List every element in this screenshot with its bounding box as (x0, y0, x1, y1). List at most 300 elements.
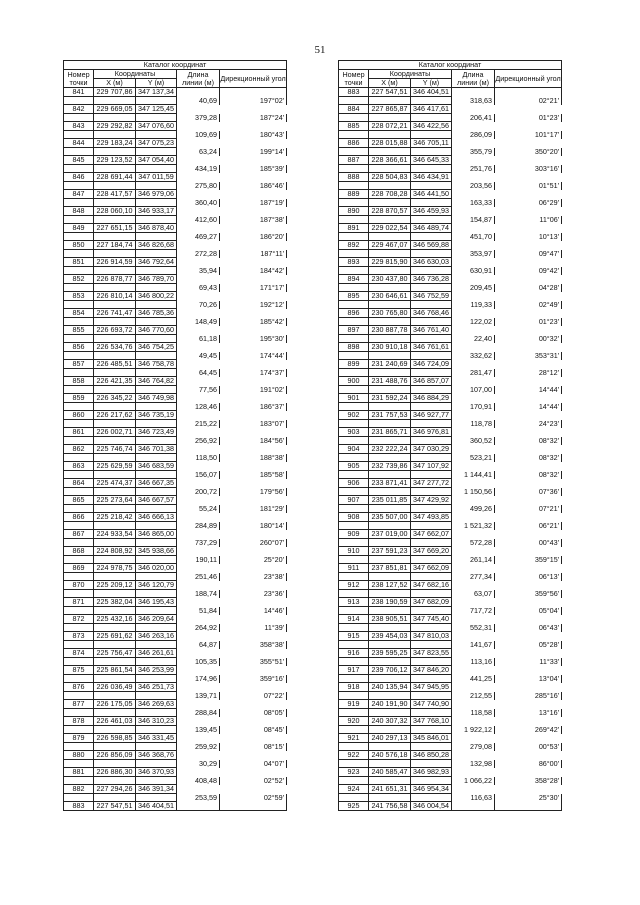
catalog-title: Каталог координат (64, 61, 287, 70)
coord-y: 346 310,23 (136, 717, 177, 726)
line-length: 499,26 (452, 505, 495, 513)
line-length: 434,19 (177, 165, 220, 173)
direction-angle: 180°43' (220, 131, 287, 139)
line-length-blank (452, 88, 495, 97)
row-gap-y (411, 556, 452, 564)
line-length: 141,67 (452, 641, 495, 649)
coord-x: 240 307,32 (369, 717, 411, 726)
segment-row (339, 539, 562, 547)
segment-row (339, 233, 562, 241)
coord-x: 229 815,90 (369, 258, 411, 267)
direction-angle: 25°30' (495, 794, 562, 802)
row-gap-y (411, 250, 452, 258)
point-number: 875 (64, 666, 94, 675)
coord-y: 346 269,63 (136, 700, 177, 709)
header-x: X (м) (369, 79, 411, 88)
segment-row (64, 675, 287, 683)
direction-angle: 07°21' (495, 505, 562, 513)
row-gap-y (411, 233, 452, 241)
point-number: 863 (64, 462, 94, 471)
point-number: 918 (339, 683, 369, 692)
row-gap-number (339, 743, 369, 751)
segment-row (64, 743, 287, 751)
row-gap-x (94, 675, 136, 683)
row-gap-y (411, 318, 452, 326)
row-gap-x (369, 114, 411, 122)
row-gap-number (64, 488, 94, 496)
segment-row (64, 624, 287, 632)
table-row (64, 241, 287, 250)
table-row (64, 649, 287, 658)
row-gap-x (369, 505, 411, 513)
row-gap-x (369, 454, 411, 462)
coord-y: 346 723,49 (136, 428, 177, 437)
point-number: 880 (64, 751, 94, 760)
row-gap-x (369, 97, 411, 105)
direction-angle: 101°17' (495, 131, 562, 139)
coord-x: 238 905,51 (369, 615, 411, 624)
segment-row (64, 573, 287, 581)
segment-row (339, 743, 562, 751)
table-row (339, 666, 562, 675)
point-number: 844 (64, 139, 94, 148)
row-gap-number (339, 165, 369, 173)
table-row (339, 190, 562, 199)
table-row (339, 479, 562, 488)
segment-row (339, 709, 562, 717)
coord-y: 347 076,60 (136, 122, 177, 131)
table-row (64, 751, 287, 760)
line-length: 49,45 (177, 352, 220, 360)
line-length: 163,33 (452, 199, 495, 207)
row-gap-x (369, 658, 411, 666)
row-gap-number (339, 641, 369, 649)
coord-y: 347 740,90 (411, 700, 452, 709)
line-length: 116,63 (452, 794, 495, 802)
angle-blank (220, 88, 287, 97)
coord-y: 347 846,20 (411, 666, 452, 675)
coord-x: 230 765,80 (369, 309, 411, 318)
coord-y: 346 404,51 (411, 88, 452, 97)
coord-x: 230 437,80 (369, 275, 411, 284)
coord-x: 229 183,24 (94, 139, 136, 148)
row-gap-x (369, 250, 411, 258)
direction-angle: 08°05' (220, 709, 287, 717)
coord-x: 224 808,92 (94, 547, 136, 556)
coord-x: 225 861,54 (94, 666, 136, 675)
direction-angle: 188°38' (220, 454, 287, 462)
line-length: 200,72 (177, 488, 220, 496)
line-length: 1 521,32 (452, 522, 495, 530)
direction-angle: 184°42' (220, 267, 287, 275)
point-number: 908 (339, 513, 369, 522)
coord-y: 347 662,07 (411, 530, 452, 539)
row-gap-y (136, 726, 177, 734)
coord-y: 347 429,92 (411, 496, 452, 505)
coord-x: 226 002,71 (94, 428, 136, 437)
direction-angle: 00°53' (495, 743, 562, 751)
segment-row (339, 97, 562, 105)
point-number: 843 (64, 122, 94, 131)
coord-y: 347 682,09 (411, 598, 452, 607)
row-gap-number (339, 216, 369, 224)
line-length: 379,28 (177, 114, 220, 122)
coord-x: 229 669,05 (94, 105, 136, 114)
row-gap-x (369, 471, 411, 479)
line-length: 190,11 (177, 556, 220, 564)
point-number: 874 (64, 649, 94, 658)
line-length: 277,34 (452, 573, 495, 581)
point-number: 897 (339, 326, 369, 335)
coord-y: 346 683,59 (136, 462, 177, 471)
row-gap-number (339, 471, 369, 479)
table-row (339, 292, 562, 301)
coord-x: 231 592,24 (369, 394, 411, 403)
table-row (339, 88, 562, 97)
coord-x: 238 127,52 (369, 581, 411, 590)
table-row (64, 258, 287, 267)
table-row (64, 802, 287, 811)
coord-x: 230 646,61 (369, 292, 411, 301)
row-gap-y (136, 233, 177, 241)
point-number: 881 (64, 768, 94, 777)
coord-y: 347 493,85 (411, 513, 452, 522)
row-gap-number (339, 794, 369, 802)
line-length: 170,91 (452, 403, 495, 411)
direction-angle: 195°30' (220, 335, 287, 343)
row-gap-y (136, 573, 177, 581)
table-row (339, 547, 562, 556)
segment-row (339, 607, 562, 615)
coord-y: 346 800,22 (136, 292, 177, 301)
table-row (64, 632, 287, 641)
point-number: 855 (64, 326, 94, 335)
row-gap-number (64, 165, 94, 173)
row-gap-number (64, 352, 94, 360)
coord-x: 228 015,88 (369, 139, 411, 148)
point-number: 912 (339, 581, 369, 590)
segment-row (64, 301, 287, 309)
line-length: 261,14 (452, 556, 495, 564)
line-length: 251,76 (452, 165, 495, 173)
row-gap-y (411, 471, 452, 479)
point-number: 902 (339, 411, 369, 420)
row-gap-x (94, 522, 136, 530)
coord-x: 226 534,76 (94, 343, 136, 352)
table-row (339, 530, 562, 539)
coord-y: 346 263,16 (136, 632, 177, 641)
row-gap-number (64, 692, 94, 700)
direction-angle: 07°22' (220, 692, 287, 700)
coord-x: 225 691,62 (94, 632, 136, 641)
row-gap-y (136, 148, 177, 156)
table-row (339, 445, 562, 454)
direction-angle: 359°16' (220, 675, 287, 683)
direction-angle: 08°32' (495, 471, 562, 479)
row-gap-x (94, 352, 136, 360)
table-row (64, 768, 287, 777)
segment-row (339, 794, 562, 802)
direction-angle: 07°36' (495, 488, 562, 496)
coord-x: 226 345,22 (94, 394, 136, 403)
segment-row (339, 182, 562, 190)
segment-row (339, 148, 562, 156)
point-number: 919 (339, 700, 369, 709)
row-gap-number (64, 182, 94, 190)
table-row (339, 649, 562, 658)
line-length: 139,71 (177, 692, 220, 700)
row-gap-y (136, 692, 177, 700)
coord-x: 224 978,75 (94, 564, 136, 573)
point-number: 923 (339, 768, 369, 777)
line-length: 63,07 (452, 590, 495, 598)
point-number: 911 (339, 564, 369, 573)
direction-angle: 185°42' (220, 318, 287, 326)
table-row (339, 207, 562, 216)
segment-row (339, 777, 562, 785)
row-gap-number (64, 403, 94, 411)
row-gap-number (339, 505, 369, 513)
point-number: 841 (64, 88, 94, 97)
direction-angle: 06°43' (495, 624, 562, 632)
coord-x: 224 933,54 (94, 530, 136, 539)
line-length: 118,50 (177, 454, 220, 462)
coord-x: 228 870,57 (369, 207, 411, 216)
line-length: 332,62 (452, 352, 495, 360)
row-gap-number (64, 250, 94, 258)
direction-angle: 185°39' (220, 165, 287, 173)
line-length: 40,69 (177, 97, 220, 105)
coord-x: 226 485,51 (94, 360, 136, 369)
segment-row (339, 352, 562, 360)
table-row (339, 462, 562, 471)
line-length: 264,92 (177, 624, 220, 632)
table-row (64, 547, 287, 556)
coord-y: 346 850,28 (411, 751, 452, 760)
row-gap-y (411, 437, 452, 445)
table-row (64, 88, 287, 97)
row-gap-x (94, 199, 136, 207)
row-gap-x (369, 624, 411, 632)
row-gap-x (94, 573, 136, 581)
row-gap-x (94, 505, 136, 513)
direction-angle: 25°20' (220, 556, 287, 564)
direction-angle: 260°07' (220, 539, 287, 547)
coord-y: 347 054,40 (136, 156, 177, 165)
row-gap-y (136, 267, 177, 275)
table-row (64, 734, 287, 743)
direction-angle: 197°02' (220, 97, 287, 105)
direction-angle: 24°23' (495, 420, 562, 428)
line-length: 212,55 (452, 692, 495, 700)
row-gap-number (339, 522, 369, 530)
table-row (64, 139, 287, 148)
row-gap-x (369, 199, 411, 207)
coord-y: 346 878,40 (136, 224, 177, 233)
table-row (339, 173, 562, 182)
table-row (64, 581, 287, 590)
table-row (339, 309, 562, 318)
direction-angle: 01°23' (495, 318, 562, 326)
table-row (64, 275, 287, 284)
row-gap-x (369, 641, 411, 649)
direction-angle: 08°32' (495, 454, 562, 462)
point-number: 906 (339, 479, 369, 488)
line-length: 360,52 (452, 437, 495, 445)
row-gap-number (64, 726, 94, 734)
segment-row (339, 641, 562, 649)
row-gap-x (94, 165, 136, 173)
coord-x: 226 036,49 (94, 683, 136, 692)
coord-y: 346 459,93 (411, 207, 452, 216)
row-gap-x (94, 335, 136, 343)
line-length: 281,47 (452, 369, 495, 377)
segment-row (339, 131, 562, 139)
row-gap-y (136, 216, 177, 224)
row-gap-number (64, 709, 94, 717)
table-row (339, 513, 562, 522)
row-gap-y (411, 760, 452, 768)
table-row (64, 326, 287, 335)
table-row (339, 139, 562, 148)
coord-y: 346 417,61 (411, 105, 452, 114)
point-number: 846 (64, 173, 94, 182)
line-length: 408,48 (177, 777, 220, 785)
coord-x: 233 871,41 (369, 479, 411, 488)
row-gap-y (411, 267, 452, 275)
row-gap-x (369, 165, 411, 173)
table-row (64, 615, 287, 624)
point-number: 864 (64, 479, 94, 488)
direction-angle: 23°38' (220, 573, 287, 581)
row-gap-y (136, 658, 177, 666)
table-row (64, 173, 287, 182)
row-gap-number (339, 709, 369, 717)
row-gap-x (369, 743, 411, 751)
row-gap-number (64, 471, 94, 479)
line-length-blank (177, 88, 220, 97)
point-number: 873 (64, 632, 94, 641)
row-gap-x (94, 539, 136, 547)
coord-x: 228 708,28 (369, 190, 411, 199)
row-gap-y (411, 352, 452, 360)
direction-angle: 269°42' (495, 726, 562, 734)
segment-row (339, 386, 562, 394)
row-gap-y (411, 590, 452, 598)
line-length: 353,97 (452, 250, 495, 258)
page-number: 51 (314, 44, 326, 56)
point-number: 857 (64, 360, 94, 369)
header-point-number: Номер точки (339, 70, 369, 88)
row-gap-y (136, 318, 177, 326)
coord-x: 240 191,90 (369, 700, 411, 709)
line-length: 22,40 (452, 335, 495, 343)
direction-angle: 355°51' (220, 658, 287, 666)
row-gap-number (339, 420, 369, 428)
row-gap-y (411, 301, 452, 309)
coord-y: 346 764,82 (136, 377, 177, 386)
row-gap-number (339, 454, 369, 462)
header-coordinates: Координаты (94, 70, 177, 79)
row-gap-x (369, 692, 411, 700)
direction-angle: 09°47' (495, 250, 562, 258)
direction-angle: 179°56' (220, 488, 287, 496)
table-row (64, 700, 287, 709)
row-gap-x (94, 403, 136, 411)
segment-row (64, 284, 287, 292)
coord-y: 347 075,23 (136, 139, 177, 148)
point-number: 872 (64, 615, 94, 624)
direction-angle: 185°58' (220, 471, 287, 479)
header-point-number: Номер точки (64, 70, 94, 88)
direction-angle: 358°38' (220, 641, 287, 649)
direction-angle: 00°43' (495, 539, 562, 547)
coord-x: 241 756,58 (369, 802, 411, 811)
line-length: 55,24 (177, 505, 220, 513)
point-number: 883 (339, 88, 369, 97)
row-gap-number (339, 284, 369, 292)
line-length: 259,92 (177, 743, 220, 751)
row-gap-y (411, 743, 452, 751)
point-number: 868 (64, 547, 94, 556)
coord-y: 346 770,60 (136, 326, 177, 335)
coord-y: 347 662,09 (411, 564, 452, 573)
row-gap-number (64, 233, 94, 241)
line-length: 154,87 (452, 216, 495, 224)
table-row (64, 683, 287, 692)
direction-angle: 06°29' (495, 199, 562, 207)
row-gap-x (94, 641, 136, 649)
table-row (64, 513, 287, 522)
segment-row (64, 505, 287, 513)
row-gap-number (339, 335, 369, 343)
table-row (339, 156, 562, 165)
row-gap-y (136, 284, 177, 292)
point-number: 892 (339, 241, 369, 250)
row-gap-y (136, 114, 177, 122)
row-gap-y (136, 369, 177, 377)
point-number: 860 (64, 411, 94, 420)
coord-y: 346 826,68 (136, 241, 177, 250)
header-direction-angle: Дирекционный угол (495, 70, 562, 88)
row-gap-x (94, 148, 136, 156)
coord-x: 226 693,72 (94, 326, 136, 335)
coord-y: 346 954,34 (411, 785, 452, 794)
point-number: 909 (339, 530, 369, 539)
row-gap-number (339, 777, 369, 785)
row-gap-x (369, 726, 411, 734)
row-gap-number (339, 539, 369, 547)
row-gap-number (64, 216, 94, 224)
segment-row (339, 675, 562, 683)
table-row (64, 360, 287, 369)
row-gap-x (369, 386, 411, 394)
row-gap-x (369, 420, 411, 428)
row-gap-x (94, 301, 136, 309)
header-y: Y (м) (411, 79, 452, 88)
row-gap-y (411, 488, 452, 496)
direction-angle: 184°56' (220, 437, 287, 445)
coord-x: 231 488,76 (369, 377, 411, 386)
direction-angle: 174°44' (220, 352, 287, 360)
row-gap-y (411, 777, 452, 785)
row-gap-number (64, 369, 94, 377)
row-gap-number (339, 760, 369, 768)
row-gap-x (94, 743, 136, 751)
coord-x: 231 865,71 (369, 428, 411, 437)
table-row (64, 224, 287, 233)
row-gap-number (339, 199, 369, 207)
